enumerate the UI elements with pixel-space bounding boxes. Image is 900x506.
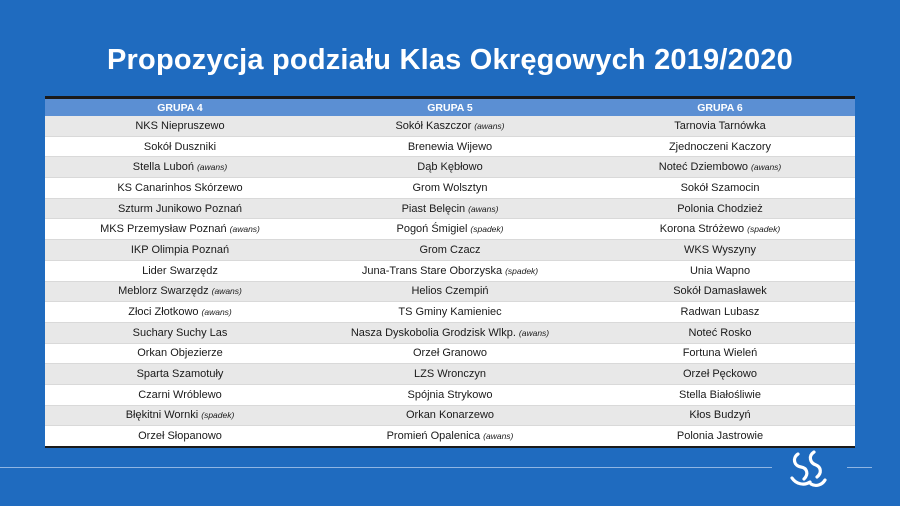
team-cell-group-5 xyxy=(315,219,585,240)
team-name: Pogoń Śmigiel xyxy=(396,223,468,236)
team-name: Lider Swarzędz xyxy=(142,264,218,277)
status-note: (awans) xyxy=(229,224,260,235)
team-name: IKP Olimpia Poznań xyxy=(130,243,230,256)
status-note: (awans) xyxy=(474,120,505,131)
team-cell-group-5 xyxy=(315,426,585,447)
team-cell-group-5 xyxy=(315,343,585,364)
status-note: (awans) xyxy=(201,307,232,318)
team-cell-group-4 xyxy=(45,322,315,343)
team-name: Fortuna Wieleń xyxy=(682,347,758,360)
team-name: Sokół Kaszczor xyxy=(395,119,472,132)
team-name: Suchary Suchy Las xyxy=(132,326,228,339)
team-name: TS Gminy Kamieniec xyxy=(398,306,502,319)
table-row xyxy=(45,240,855,261)
table-row xyxy=(45,281,855,302)
team-name: Grom Czacz xyxy=(419,243,481,256)
team-name: Orzeł Granowo xyxy=(413,347,487,360)
status-note: (spadek) xyxy=(470,224,504,235)
team-name: Brenewia Wijewo xyxy=(407,140,493,153)
header-group-5: GRUPA 5 xyxy=(315,98,585,117)
status-note: (awans) xyxy=(518,327,550,338)
team-cell-group-6 xyxy=(585,322,855,343)
team-cell-group-6 xyxy=(585,198,855,219)
team-name: Promień Opalenica xyxy=(386,430,481,443)
team-name: Nasza Dyskobolia Grodzisk Wlkp. xyxy=(350,326,516,339)
table-header-row xyxy=(45,98,855,117)
status-note: (awans) xyxy=(751,162,782,173)
team-name: MKS Przemysław Poznań xyxy=(100,223,227,236)
team-cell-group-4 xyxy=(45,157,315,178)
team-name: Juna-Trans Stare Oborzyska xyxy=(361,264,503,277)
status-note: (awans) xyxy=(211,286,242,297)
team-cell-group-4 xyxy=(45,260,315,281)
team-cell-group-6 xyxy=(585,136,855,157)
team-cell-group-4 xyxy=(45,302,315,323)
status-note: (spadek) xyxy=(505,265,539,276)
table-row xyxy=(45,384,855,405)
team-name: Polonia Chodzież xyxy=(677,202,763,215)
table-row xyxy=(45,343,855,364)
team-name: Orzeł Słopanowo xyxy=(138,430,222,443)
team-cell-group-6 xyxy=(585,343,855,364)
team-cell-group-4 xyxy=(45,198,315,219)
header-group-6: GRUPA 6 xyxy=(585,98,855,117)
table-row xyxy=(45,116,855,136)
table-row xyxy=(45,322,855,343)
team-name: Piast Belęcin xyxy=(401,202,466,215)
status-note: (awans) xyxy=(196,162,228,173)
team-cell-group-6 xyxy=(585,219,855,240)
table-row xyxy=(45,219,855,240)
wzpn-logo-icon xyxy=(784,448,830,490)
team-name: Polonia Jastrowie xyxy=(676,430,764,443)
team-name: Sokół Damasławek xyxy=(673,285,767,298)
team-cell-group-5 xyxy=(315,136,585,157)
team-cell-group-5 xyxy=(315,260,585,281)
team-name: Orkan Objezierze xyxy=(137,347,223,360)
team-cell-group-4 xyxy=(45,281,315,302)
team-cell-group-4 xyxy=(45,384,315,405)
team-name: Szturm Junikowo Poznań xyxy=(117,202,243,215)
team-cell-group-6 xyxy=(585,240,855,261)
team-name: KS Canarinhos Skórzewo xyxy=(117,181,243,194)
table-row xyxy=(45,260,855,281)
team-cell-group-6 xyxy=(585,281,855,302)
status-note: (awans) xyxy=(483,431,514,442)
team-cell-group-5 xyxy=(315,178,585,199)
team-name: Orkan Konarzewo xyxy=(405,409,495,422)
team-cell-group-6 xyxy=(585,426,855,447)
status-note: (spadek) xyxy=(747,224,781,235)
team-name: Tarnovia Tarnówka xyxy=(674,119,766,132)
team-cell-group-5 xyxy=(315,405,585,426)
team-name: WKS Wyszyny xyxy=(683,243,756,256)
team-cell-group-4 xyxy=(45,364,315,385)
team-name: Sokół Duszniki xyxy=(143,140,217,153)
table-row xyxy=(45,178,855,199)
groups-table xyxy=(45,96,855,448)
team-cell-group-5 xyxy=(315,384,585,405)
team-name: Grom Wolsztyn xyxy=(412,181,488,194)
team-name: Helios Czempiń xyxy=(411,285,489,298)
team-cell-group-5 xyxy=(315,240,585,261)
team-cell-group-4 xyxy=(45,240,315,261)
team-name: Korona Stróżewo xyxy=(659,223,745,236)
table-row xyxy=(45,405,855,426)
team-cell-group-4 xyxy=(45,343,315,364)
table-row xyxy=(45,302,855,323)
team-name: Kłos Budzyń xyxy=(689,409,751,422)
status-note: (awans) xyxy=(468,203,499,214)
table-row xyxy=(45,136,855,157)
team-cell-group-4 xyxy=(45,426,315,447)
team-name: Czarni Wróblewo xyxy=(138,388,222,401)
page-title: Propozycja podziału Klas Okręgowych 2019/2020 xyxy=(107,44,793,76)
team-name: Stella Luboń xyxy=(132,161,194,174)
team-cell-group-4 xyxy=(45,178,315,199)
team-cell-group-6 xyxy=(585,157,855,178)
team-cell-group-4 xyxy=(45,405,315,426)
table-row xyxy=(45,198,855,219)
table-row xyxy=(45,426,855,447)
team-name: Błękitni Wornki xyxy=(125,409,199,422)
team-cell-group-5 xyxy=(315,302,585,323)
team-cell-group-4 xyxy=(45,116,315,136)
status-note: (spadek) xyxy=(201,410,235,421)
team-name: Złoci Złotkowo xyxy=(128,306,199,319)
team-name: Sparta Szamotuły xyxy=(136,368,224,381)
team-name: Zjednoczeni Kaczory xyxy=(668,140,772,153)
team-cell-group-4 xyxy=(45,136,315,157)
team-cell-group-5 xyxy=(315,116,585,136)
team-name: Sokół Szamocin xyxy=(680,181,760,194)
team-name: Dąb Kębłowo xyxy=(417,161,483,174)
team-cell-group-6 xyxy=(585,302,855,323)
bottom-divider-right xyxy=(847,467,872,468)
team-cell-group-5 xyxy=(315,157,585,178)
table-row xyxy=(45,157,855,178)
header-group-4: GRUPA 4 xyxy=(45,98,315,117)
team-name: Orzeł Pęckowo xyxy=(683,368,757,381)
team-cell-group-5 xyxy=(315,281,585,302)
team-cell-group-4 xyxy=(45,219,315,240)
team-name: Stella Białośliwie xyxy=(679,388,761,401)
team-cell-group-5 xyxy=(315,364,585,385)
team-cell-group-6 xyxy=(585,260,855,281)
team-cell-group-6 xyxy=(585,384,855,405)
team-cell-group-6 xyxy=(585,405,855,426)
team-cell-group-6 xyxy=(585,364,855,385)
team-cell-group-5 xyxy=(315,322,585,343)
bottom-divider-left xyxy=(0,467,772,468)
team-name: NKS Niepruszewo xyxy=(135,119,225,132)
team-name: Meblorz Swarzędz xyxy=(118,285,209,298)
table-row xyxy=(45,364,855,385)
team-cell-group-6 xyxy=(585,178,855,199)
team-name: Noteć Dziembowo xyxy=(658,161,749,174)
team-name: Spójnia Strykowo xyxy=(407,388,493,401)
team-name: LZS Wronczyn xyxy=(414,368,486,381)
team-name: Noteć Rosko xyxy=(688,326,752,339)
team-cell-group-5 xyxy=(315,198,585,219)
team-cell-group-6 xyxy=(585,116,855,136)
team-name: Unia Wapno xyxy=(689,264,751,277)
team-name: Radwan Lubasz xyxy=(680,306,760,319)
